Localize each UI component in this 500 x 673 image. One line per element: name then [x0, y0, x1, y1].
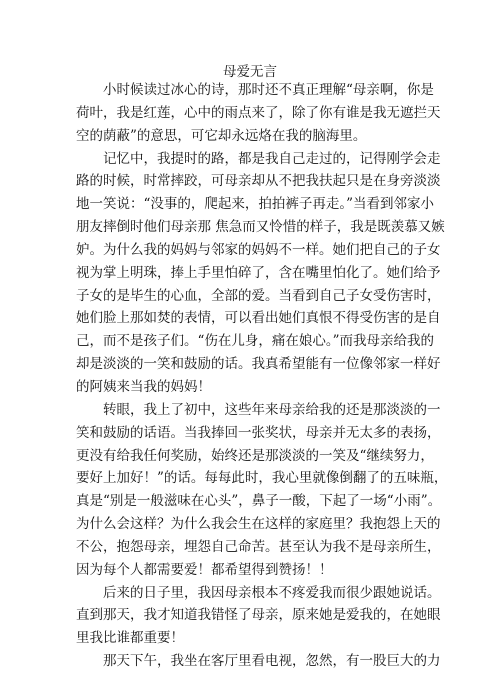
text-line: 那天下午，我坐在客厅里看电视，忽然，有一股巨大的力	[103, 653, 441, 670]
text-line: 真是“别是一般滋味在心头”，鼻子一酸，下起了一场“小雨”。	[76, 493, 442, 510]
text-line: 后来的日子里，我因母亲根本不疼爱我而很少跟她说话。	[103, 584, 441, 601]
text-line: 不公，抱怨母亲，埋怨自己命苦。甚至认为我不是母亲所生，	[76, 538, 441, 555]
text-line: 却是淡淡的一笑和鼓励的话。我真希望能有一位像邻家一样好	[76, 356, 441, 373]
text-line: 路的时候，时常摔跤，可母亲却从不把我扶起只是在身旁淡淡	[76, 173, 441, 190]
text-line: 转眼，我上了初中，这些年来母亲给我的还是那淡淡的一	[103, 401, 441, 418]
text-line: 她们脸上那如焚的表情，可以看出她们真恨不得受伤害的是自	[76, 310, 441, 327]
text-line: 子女的是毕生的心血，全部的爱。当看到自己子女受伤害时，	[76, 287, 441, 304]
text-line: 小时候读过冰心的诗，那时还不真正理解“母亲啊，你是	[103, 82, 434, 98]
text-line: 直到那天，我才知道我错怪了母亲，原来她是爱我的，在她眼	[76, 607, 441, 624]
text-line: 笑和鼓励的话语。当我捧回一张奖状，母亲并无太多的表扬，	[76, 424, 441, 441]
text-line: 视为掌上明珠，捧上手里怕碎了，含在嘴里怕化了。她们给予	[76, 264, 441, 281]
text-line: 更没有给我任何奖励，始终还是那淡淡的一笑及“继续努力，	[76, 447, 434, 464]
text-line: 为什么会这样？为什么我会生在这样的家庭里？我抱怨上天的	[76, 516, 441, 533]
text-line: 地一笑说：“没事的，爬起来，拍拍裤子再走。”当看到邻家小	[76, 196, 435, 213]
document-body	[76, 79, 448, 673]
text-line: 己，而不是孩子们。“伤在儿身，痛在娘心。”而我母亲给我的	[76, 333, 435, 350]
text-line: 空的荫蔽”的意思，可它却永远烙在我的脑海里。	[76, 127, 367, 144]
text-line: 记忆中，我提时的路，都是我自己走过的，记得刚学会走	[103, 150, 441, 167]
text-line: 的阿姨来当我的妈妈！	[76, 378, 211, 395]
text-line: 荷叶，我是红莲，心中的雨点来了，除了你有谁是我无遮拦天	[76, 104, 441, 121]
text-line: 要好上加好！”的话。每每此时，我心里就像倒翻了的五味瓶，	[76, 470, 448, 487]
text-line: 因为每个人都需要爱！都希望得到赞扬！！	[76, 561, 333, 578]
document-title: 母爱无言	[223, 64, 277, 80]
text-line: 朋友摔倒时他们母亲那 焦急而又怜惜的样子，我是既羡慕又嫉	[76, 219, 445, 236]
text-line: 里我比谁都重要！	[76, 630, 184, 647]
text-line: 妒。为什么我的妈妈与邻家的妈妈不一样。她们把自己的子女	[76, 241, 441, 258]
